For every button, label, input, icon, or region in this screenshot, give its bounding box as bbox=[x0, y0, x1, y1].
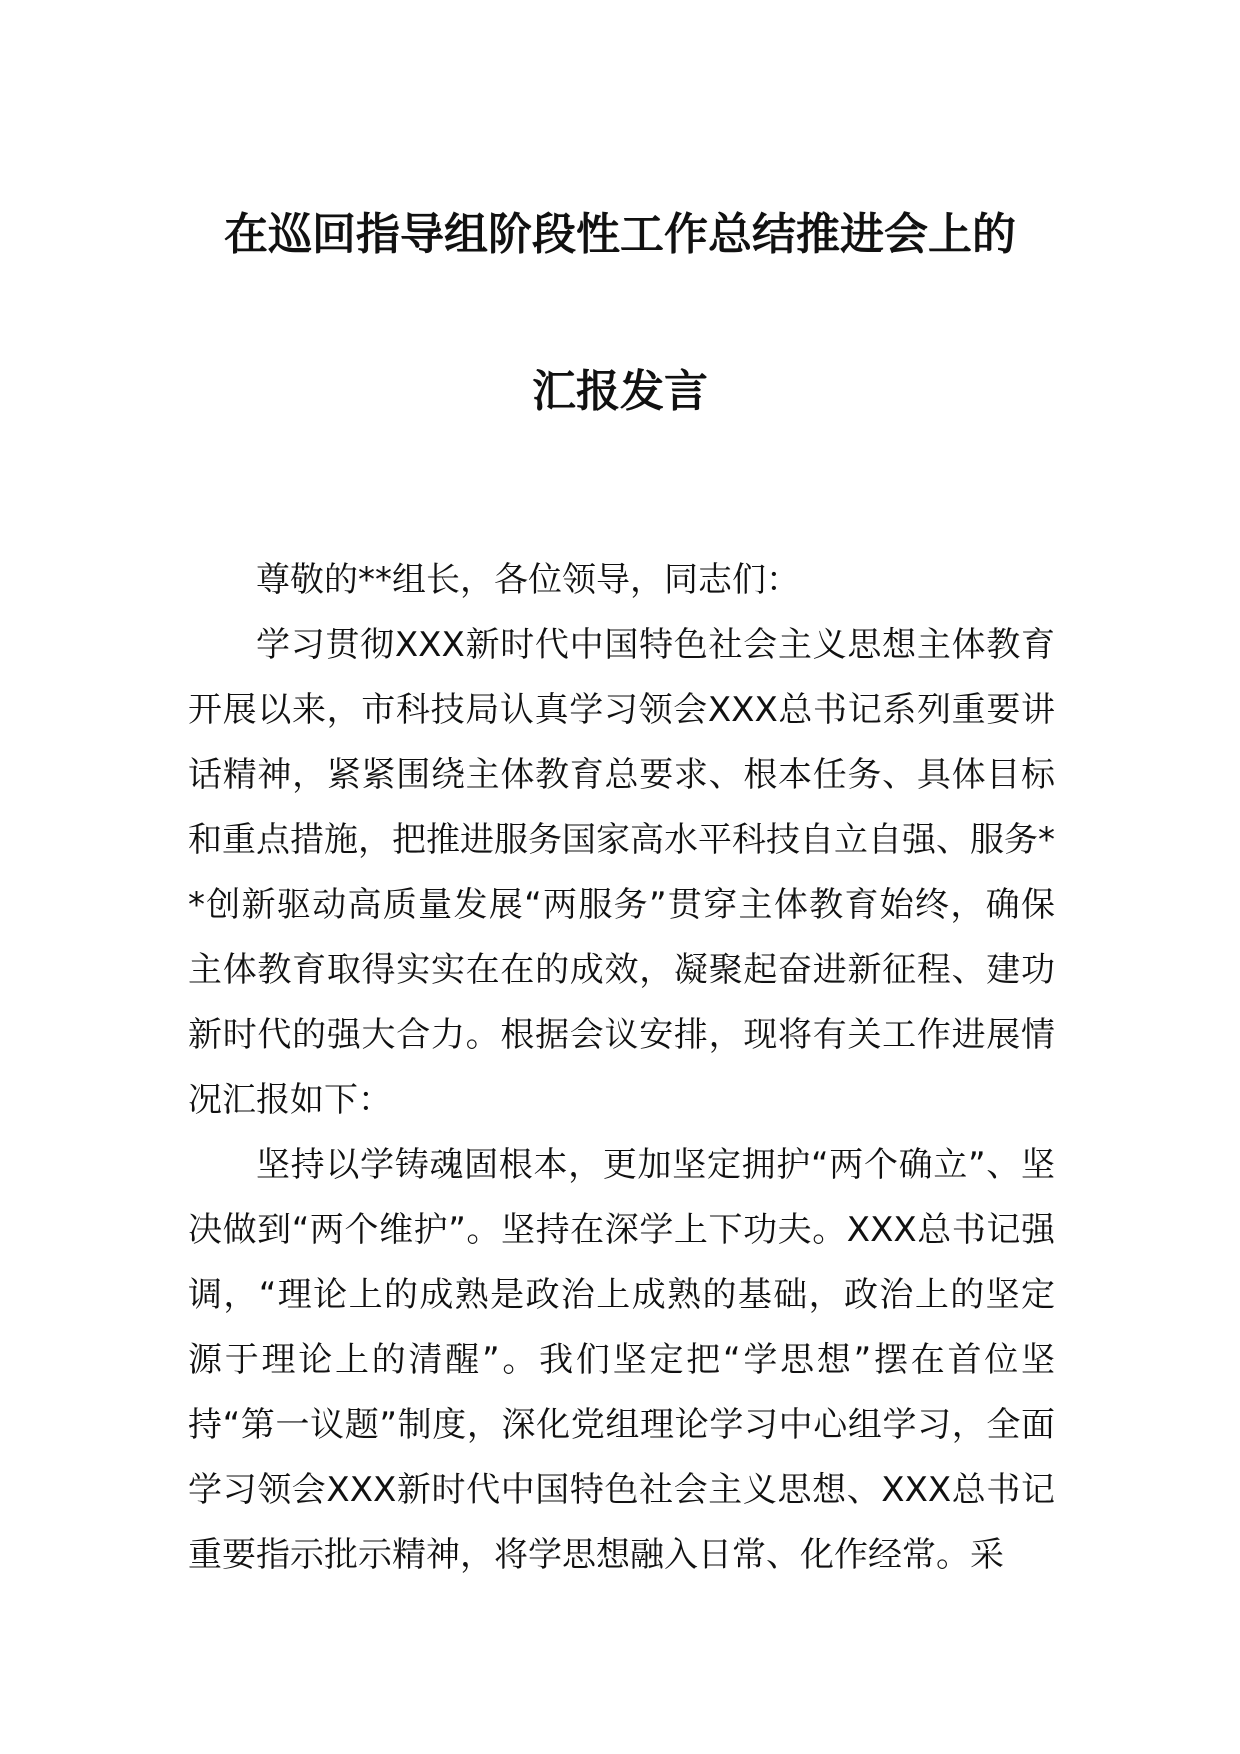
paragraph-1: 学习贯彻XXX新时代中国特色社会主义思想主体教育开展以来，市科技局认真学习领会XXX总书记系列重要讲话精神，紧紧围绕主体教育总要求、根本任务、具体目标和重点措施，把推进服务国家高水平科技自立自强、服务**创新驱动高质量发展“两服务”贯穿主体教育始终，确保主体教育取得实实在在的成效，凝聚起奋进新征程、建功新时代的强大合力。根据会议安排，现将有关工作进展情况汇报如下： bbox=[188, 625, 1055, 1120]
salutation: 尊敬的**组长，各位领导，同志们： bbox=[256, 560, 800, 600]
paragraph-2: 坚持以学铸魂固根本，更加坚定拥护“两个确立”、坚决做到“两个维护”。坚持在深学上下功夫。XXX总书记强调，“理论上的成熟是政治上成熟的基础，政治上的坚定源于理论上的清醒”。我们坚定把“学思想”摆在首位坚持“第一议题”制度，深化党组理论学习中心组学习，全面学习领会XXX新时代中国特色社会主义思想、XXX总书记重要指示批示精神，将学思想融入日常、化作经常。采 bbox=[188, 1145, 1055, 1575]
document-title-line-1: 在巡回指导组阶段性工作总结推进会上的 bbox=[224, 209, 1016, 260]
document-title-line-2: 汇报发言 bbox=[532, 366, 708, 417]
document-body bbox=[188, 548, 1055, 1588]
